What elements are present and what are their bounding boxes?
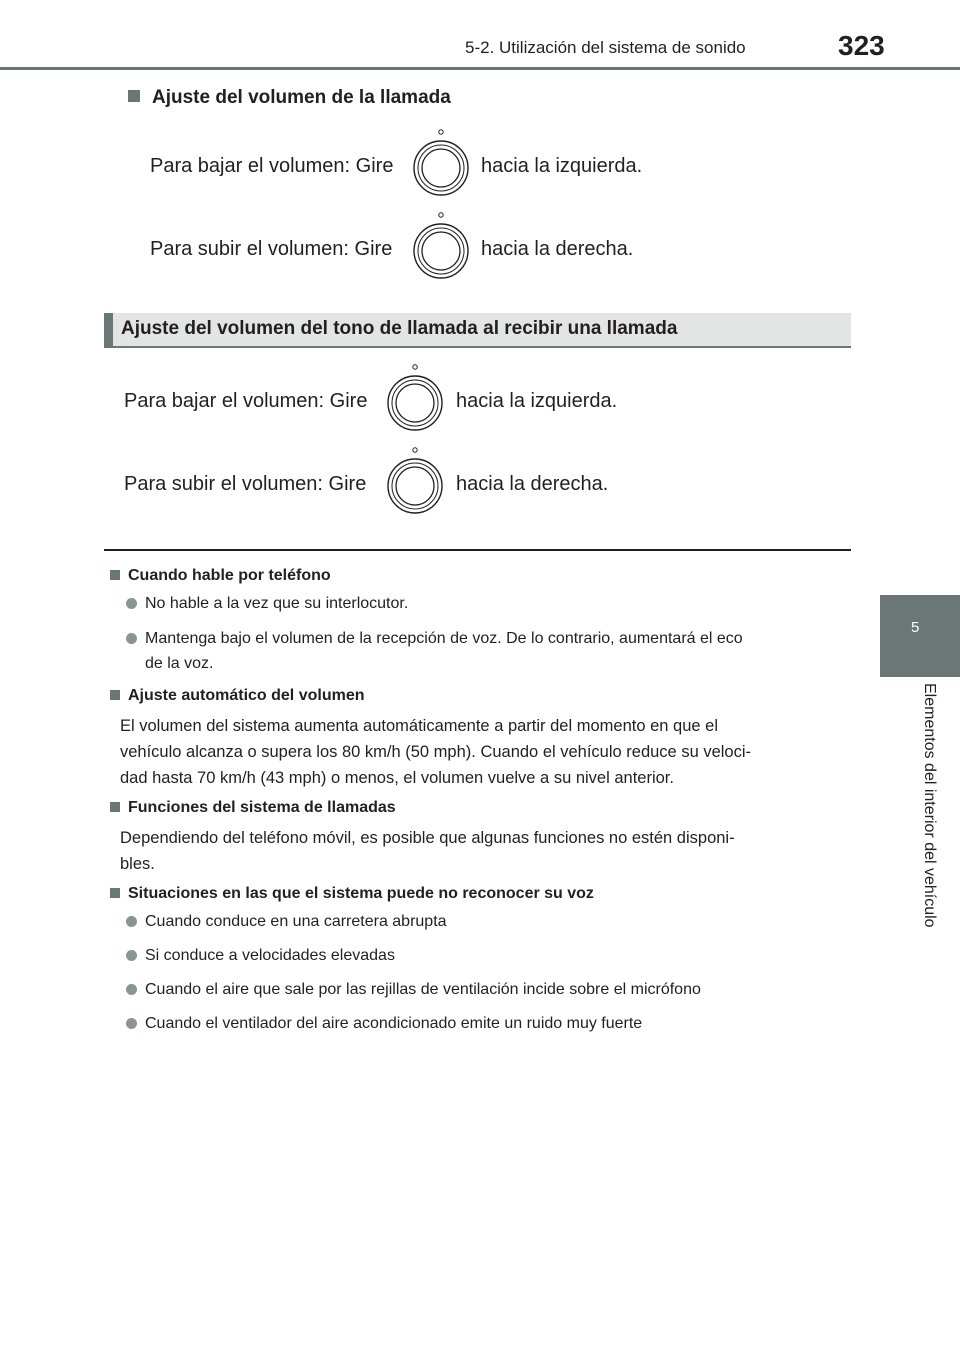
list-item [126,947,395,965]
page-number: 323 [838,30,885,61]
note-heading-recognition [110,885,594,903]
square-bullet-icon [128,90,140,102]
chapter-title: Elementos del interior del vehículo [921,683,938,928]
list-item [126,981,701,999]
note-auto-volume-line: vehículo alcanza o supera los 80 km/h (50 mph). Cuando el vehículo reduce su veloci- [120,743,752,761]
note-functions-title: Funciones del sistema de llamadas [128,799,396,816]
chapter-number: 5 [911,619,920,636]
note-phone-title: Cuando hable por teléfono [128,567,331,584]
header-divider [0,67,960,70]
note-functions-line: Dependiendo del teléfono móvil, es posible que algunas funciones no estén disponi- [120,829,735,847]
note-heading-auto-volume [110,687,364,705]
note-functions-line: bles. [120,855,155,873]
chapter-label [880,677,960,966]
list-item [126,913,447,931]
note-heading-functions [110,799,396,817]
note-auto-volume-title: Ajuste automático del volumen [128,687,365,704]
call-volume-raise-suffix: hacia la derecha. [481,238,634,260]
list-item-text: Cuando el ventilador del aire acondicionado emite un ruido muy fuerte [145,1015,643,1032]
list-item-text: No hable a la vez que su interlocutor. [145,595,409,612]
bullet-dot-icon [126,950,137,961]
volume-knob-icon [386,363,444,433]
square-bullet-icon [110,570,120,580]
note-heading-phone [110,567,331,585]
volume-knob-icon [386,446,444,516]
ringtone-raise-suffix: hacia la derecha. [456,473,609,495]
square-bullet-icon [110,888,120,898]
volume-knob-icon [412,211,470,281]
bullet-dot-icon [126,984,137,995]
call-volume-heading [128,87,451,109]
ringtone-lower-prefix: Para bajar el volumen: Gire [124,390,368,412]
square-bullet-icon [110,690,120,700]
call-volume-title: Ajuste del volumen de la llamada [152,87,451,108]
call-volume-lower-prefix: Para bajar el volumen: Gire [150,155,394,177]
list-item [126,1015,642,1033]
volume-knob-icon [412,128,470,198]
ringtone-lower-suffix: hacia la izquierda. [456,390,618,412]
ringtone-volume-title: Ajuste del volumen del tono de llamada al recibir una llamada [121,318,678,339]
notes-divider [104,549,851,551]
list-item-text: Mantenga bajo el volumen de la recepción de voz. De lo contrario, aumentará el eco [145,630,743,647]
note-auto-volume-line: El volumen del sistema aumenta automáticamente a partir del momento en que el [120,717,718,735]
square-bullet-icon [110,802,120,812]
chapter-tab [880,595,960,677]
call-volume-lower-suffix: hacia la izquierda. [481,155,643,177]
note-auto-volume-line: dad hasta 70 km/h (43 mph) o menos, el volumen vuelve a su nivel anterior. [120,769,674,787]
ringtone-volume-band [104,313,851,348]
list-item [126,630,743,648]
band-accent-bar [104,313,113,346]
call-volume-raise-prefix: Para subir el volumen: Gire [150,238,393,260]
bullet-dot-icon [126,916,137,927]
list-item [126,595,408,613]
list-item-text: Cuando conduce en una carretera abrupta [145,913,447,930]
bullet-dot-icon [126,1018,137,1029]
note-recognition-title: Situaciones en las que el sistema puede no reconocer su voz [128,885,594,902]
list-item-text: Cuando el aire que sale por las rejillas de ventilación incide sobre el micrófono [145,981,701,998]
list-item-text: Si conduce a velocidades elevadas [145,947,395,964]
ringtone-raise-prefix: Para subir el volumen: Gire [124,473,367,495]
list-item-continuation: de la voz. [145,655,214,672]
header-section-title: 5-2. Utilización del sistema de sonido [465,38,746,57]
bullet-dot-icon [126,598,137,609]
bullet-dot-icon [126,633,137,644]
